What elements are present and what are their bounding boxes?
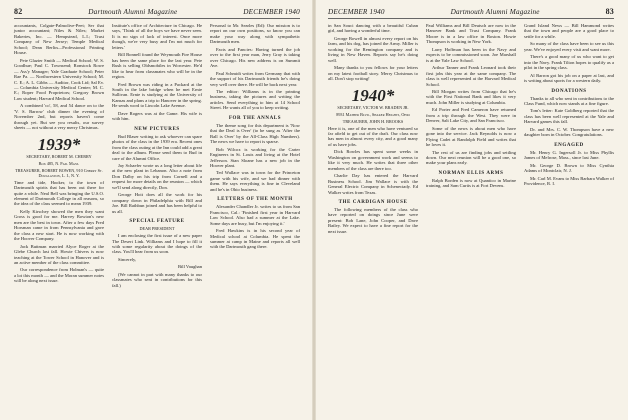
paragraph: Pete Glazier Smith — Medical School; W. S. Goodhue; Paul C. Townsend; Ronstock Rowe — Ass'y Manager; Yale Graduate School; Peter Rae Pa. — Northwestern University School; M. C. E.; A. L. Gibbs — Auditor, Cook Ltd; Sal Ev. — Columbia University Medical Center; M. C. E.; Roper Food Proprietors; Gregory Brown Law student; Harvard Medical School. [14, 57, 104, 101]
paragraph: Alexander Chandler Jr. writes to us from San Francisco, Cal.: 'Finished first year in Harvard Law School. Also had a summer at the Lake. Some days are busy, but I'm enjoying it.' [210, 204, 300, 226]
class-treasurer: TREASURER, ROBERT BOWEN, 910 Cherry St. Douglaston, L. I., N. Y. [15, 167, 103, 178]
paragraph: Ted Wallace was in town for the Princeton game with his wife, and we had dinner with them. He says everything is fine in Cleveland and he's in Ohio business. [210, 170, 300, 192]
paragraph: Paul Williams and Bill Deutsch are now in the Hanover Bank and Trust Company. Frank Moore is in a law office in Boston. Howie Thompson is working in New York. [426, 23, 516, 45]
paragraph: Dick Rowles has spent some weeks in Washington on government work and seems to like it very much. He writes that three other members of the class are there too. [328, 149, 418, 171]
section-heading: LETTERS OF THE MONTH [217, 197, 293, 203]
paragraph: A combined 'co', 58, and 54 dance on to the 'V. S. Barrow' club dinner the evening of November 2nd, but reports haven't come through yet. But see you results, our survey sheets — not without a very merry Christmas. [14, 103, 104, 131]
page-number: 82 [14, 7, 23, 16]
paragraph: Mr. George D. Brown to Miss Cynthia Adams of Montclair, N. J. [524, 162, 614, 174]
paragraph: Jack Buttman married Alyce Roger at the Glebe Church last fall. Howie Chivers is now teaching at the Tower School in Hanover and is an active member of the class committee. [14, 243, 104, 265]
paragraph: Bud Blaser writing to ask whoever can spare photos of the class in the 1939 era. Recent ones from the class outing at the Inn could add a great deal to the album. Please send them to Bud in care of the Alumni Office. [112, 133, 202, 161]
paragraph: There's a good many of us who want to get into the Navy. Frank Tilton hopes to qualify as a pilot in the spring class. [524, 54, 614, 71]
paragraph: Larry Hoffman has been in the Navy and expects to be commissioned soon. Joe Marshall is at the Yale Law School. [426, 46, 516, 63]
paragraph: The rest of us are finding jobs and settling down. Our next reunion will be a good one, so make your plans early. [426, 149, 516, 166]
class-year-heading: 1939* [37, 134, 81, 154]
paragraph: Thanks to all who sent in contributions to the Class Fund, which now stands at a fine figure. [524, 95, 614, 106]
left-column-2 [112, 23, 202, 290]
paragraph: accountants, Colgate-Palmolive-Peet; Ser that junior accountant; Niles & Niles; Market Bakeries, Inc. — Hempstead, L.I.; Trust Company of New Jersey; Temple Medical School; Dean Berlin—Professional Printing House. [14, 23, 104, 56]
paragraph: Here it is, one of the men who have ventured so far afield to get out of the draft. Our class now has men in almost every city, and a good many of us have jobs. [328, 125, 418, 147]
class-year-heading: 1940* [351, 85, 395, 105]
paragraph: Ed Porter and Fred Cameron have returned from a trip through the West. They were in Denver, Salt Lake City, and San Francisco. [426, 107, 516, 124]
paragraph: Arthur Tanner and Frank Leonard took their first jobs this year at the same company. The class is well represented at the Harvard Medical School. [426, 65, 516, 87]
paragraph: George Hoit does all the work for his company down in Philadelphia with Bill and Joe. Bill Rathbun joined and has been helpful to us all. [112, 192, 202, 214]
class-treasurer: TREASURER, JOHN H. BROOKS [342, 118, 404, 124]
class-secretary: SECRETARY, ROBERT M. CHERRY [26, 153, 92, 159]
letter-salutation: DEAR PRESIDENT [139, 226, 175, 232]
paragraph: The following members of the class who have reported on doings since June were present: Bob Lane, John Cooper, and Dave Bailey. We expect to have a fine report for the next issue. [328, 206, 418, 234]
paragraph: Tom's letter: Kate Goldberg reported that the class has been well represented at the Yale and Harvard games this fall. [524, 108, 614, 125]
right-page-header [328, 7, 614, 19]
paragraph: Bob Wilcox is working for the Carter Engineers in St. Louis and living at the Hotel Jefferson. Stan Sloane has a new job in the Hoover plant. [210, 146, 300, 168]
secretary-address: 8931 Mather Blvd., Shaker Heights, Ohio [336, 111, 410, 117]
magazine-title: Dartmouth Alumni Magazine [450, 8, 540, 16]
left-column-1 [14, 23, 104, 290]
paragraph: Facts and Fancies: Having turned the job over to the first year man, Jerry Gray is taking over Chicago. His new address is on Summit Ave. [210, 46, 300, 69]
paragraph: Many thanks to you fellows for your letters on my latest football story. Merry Christmas to all. Don't stop writing! [328, 65, 418, 82]
paragraph: Sincerely, [118, 256, 137, 262]
page-number: 83 [605, 7, 614, 16]
paragraph: Paul Schmidt writes from Germany that with the support of his Dartmouth friends he's doing very well over there. He will be back next year. [210, 70, 300, 87]
paragraph: Dr. and Mrs. C. W. Thompson have a new daughter born in October. Congratulations. [524, 126, 614, 138]
paragraph: Kelly Kirschey showed the men they want Gross is good for me. Harvey Bowton's new men are the best in town. After a few days Fred Horsman came in from Pennsylvania and gave the class a new start. He is now working with the Hoover Company. [14, 208, 104, 242]
left-columns [14, 23, 300, 290]
secretary-address: Box 485, N. Pad. Mass. [38, 160, 80, 166]
paragraph: Some of the news is about men who have gone into the service. Jack Reynolds is now a Flying Cadet at Randolph Field and writes that he loves it. [426, 125, 516, 148]
paragraph: The editor: Williams is in the printing business, taking the pictures and writing the articles. Send everything to him at 14 School Street. He wants all of you to keep writing. [210, 88, 300, 111]
paragraph: George Bowell in almost every report on his farm, and his dog, has joined the Army. Miller is working for the Remington company and is living in New Haven. Reports say he's doing well. [328, 35, 418, 63]
section-heading: FOR THE ANNALS [228, 115, 282, 121]
section-heading: NORMAN ELLIS ARMS [438, 170, 504, 176]
section-heading: NEW PICTURES [134, 126, 180, 132]
paragraph: in San Souci dancing with a beautiful Cuban girl, and having a wonderful time. [328, 23, 418, 34]
paragraph: Bill Bonnell found the Weymouth Fire House has been the same place for the last year. Pete Rush is selling Oldsmobiles in Worcester. He'd like to hear from classmates who will be in the region. [112, 52, 202, 80]
paragraph: Dave Rogers was at the Game. His wife is with him. [112, 110, 202, 122]
section-heading: SPECIAL FEATURE [129, 219, 185, 225]
right-column-1 [328, 23, 418, 236]
paragraph: Mr. Carl M. Evans to Miss Barbara Walker of Providence, R. I. [524, 175, 615, 186]
right-columns [328, 23, 614, 236]
issue-date: DECEMBER 1940 [328, 8, 385, 16]
paragraph: Fred Hawkins is in his second year of Medical school at Columbia. He spent the summer at camp in Maine and reports all well with the Dartmouth gang there. [210, 228, 300, 250]
letter-signature: Bill Vaughan [177, 264, 202, 270]
paragraph: Bill Morgan writes from Chicago that he's with the First National Bank and likes it very much. John Miller is studying at Columbia. [426, 88, 516, 105]
paragraph: The theme song for this department is 'Now that the Deal is Over' (to be sung as 'After the Ball is Over' by the All-Class High Numbers). The news we have to report is sparse. [210, 122, 300, 145]
paragraph: Ralph Borden is now at Quantico in Marine training, and Sam Curtis is at Fort Devens. [426, 177, 516, 189]
paragraph: Personal to Mr. Searles (Ed): Our mission is to report on our own positions, so know you can make your way along with sympathetic Dartmouth men. [210, 23, 300, 45]
right-page [314, 0, 628, 420]
magazine-title: Dartmouth Alumni Magazine [88, 8, 178, 16]
class-secretary: SECRETARY, VICTOR W. BRADEN JR. [337, 104, 409, 110]
section-heading: THE CARDIGAN HOUSE [338, 199, 408, 205]
paragraph: So many of the class have been to see us this year. We've enjoyed every visit and want more. [524, 41, 614, 52]
paragraph: Mr. Henry G. Ingersoll Jr. to Miss Phyllis James of Melrose, Mass., since last June. [524, 149, 614, 161]
right-column-2 [426, 23, 516, 236]
paragraph: Fred Brown was riding in a Packard at the South in the lake bridge when he met Ernie Sullivan. Ernie is studying at the University of Kansas and plans a trip to Hanover in the spring. He sends word to Lincoln Lake Avenue. [112, 81, 202, 109]
left-page-header [14, 7, 300, 19]
paragraph: Our correspondence from Holman's — quite a lot this month — and the Moran summer notes will be along next issue. [14, 267, 104, 284]
paragraph: I am enclosing the first issue of a new paper The Desert Link. Williams and I hope to fill it with some regularity about the doings of the class. You'll hear from us soon. [112, 233, 202, 255]
paragraph: Jay Schaefer wrote us a long letter about life at the new plant in Lebanon. Also a note from Don Dalby on his trip from Cornell and a request for more details on the reunion — which we'll send along directly, Don. [112, 162, 202, 190]
paragraph: Institute's office of Architecture in Chicago. He says, 'Think of all the boys we have never seen. It is no sign of lack of interest. Once more though, we're very busy and I'm not much for letters.' [112, 23, 202, 50]
paragraph: (We cannot in part with many thanks to our classmates who sent in contributions for this fall.) [112, 271, 202, 288]
right-column-3 [524, 23, 614, 236]
left-column-3 [210, 23, 300, 290]
issue-date: DECEMBER 1940 [243, 8, 300, 16]
paragraph: Charlie Day has entered the Harvard Business School. Jim Wallace is with the General Electric Company in Schenectady. Ed Walker writes from Texas. [328, 173, 418, 195]
paragraph: Al Barron got his job on a paper at last, and is writing about sports for a western daily. [524, 72, 614, 84]
section-heading: ENGAGED [554, 142, 584, 148]
paragraph: Time and tide, Hooker, to the town of Dartmouth spirits that has been out there for quite a while. Neal Bell was bringing the U.S.O. element of Dartmouth College in all reasons, so the idea of the class seemed to mean 1939. [14, 179, 104, 207]
paragraph: Grand Island News — Bill Hammond writes that the town and people are a good place to settle for a while. [524, 23, 614, 39]
section-heading: DONATIONS [551, 88, 587, 94]
